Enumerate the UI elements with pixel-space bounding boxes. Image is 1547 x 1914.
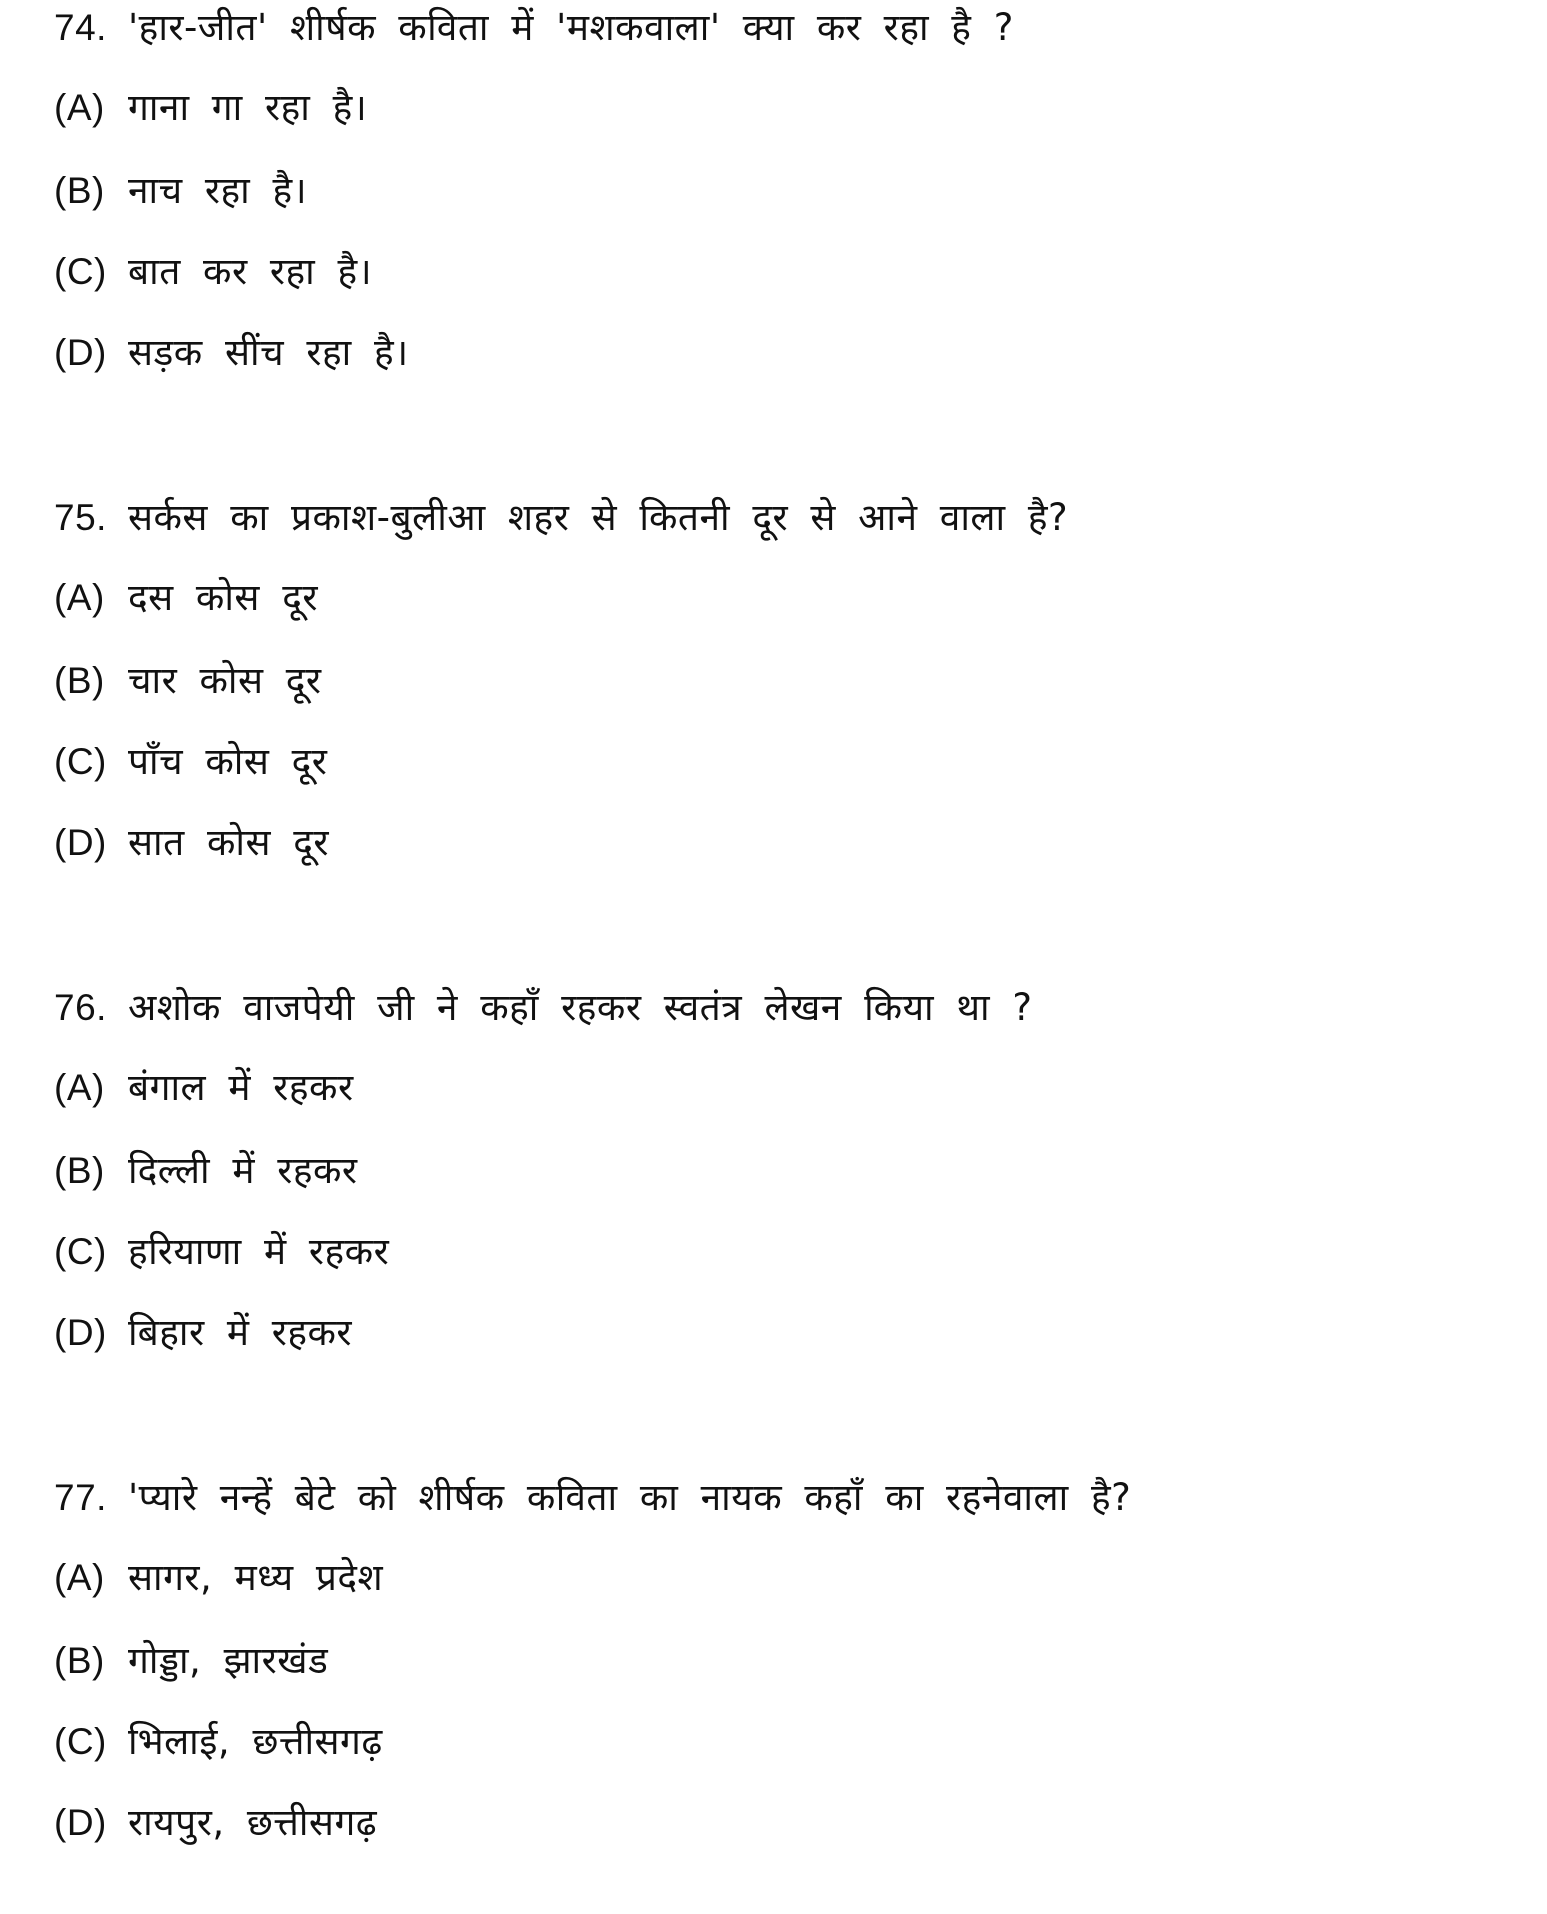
option-a	[54, 1550, 383, 1606]
option-label: (D)	[54, 822, 107, 863]
option-text: सात कोस दूर	[128, 821, 329, 864]
question-stem	[54, 1470, 1131, 1526]
option-a	[54, 570, 318, 626]
option-b	[54, 1143, 358, 1199]
question-text: 'प्यारे नन्हें बेटे को शीर्षक कविता का नायक कहाँ का रहनेवाला है?	[128, 1476, 1132, 1519]
option-text: दिल्ली में रहकर	[128, 1149, 358, 1192]
option-d	[54, 1795, 377, 1851]
option-text: बात कर रहा है।	[128, 250, 373, 293]
option-d	[54, 1305, 352, 1361]
question-number: 76.	[54, 987, 107, 1028]
question-text: सर्कस का प्रकाश-बुलीआ शहर से कितनी दूर से आने वाला है?	[128, 496, 1069, 539]
option-text: बंगाल में रहकर	[128, 1066, 354, 1109]
option-text: बिहार में रहकर	[128, 1311, 353, 1354]
option-label: (C)	[54, 1231, 107, 1272]
option-label: (A)	[54, 577, 105, 618]
option-b	[54, 163, 307, 219]
option-d	[54, 815, 329, 871]
option-a	[54, 1060, 354, 1116]
question-stem	[54, 0, 1014, 56]
option-text: हरियाणा में रहकर	[128, 1230, 390, 1273]
option-text: दस कोस दूर	[128, 576, 318, 619]
option-label: (B)	[54, 660, 105, 701]
option-text: भिलाई, छत्तीसगढ़	[128, 1720, 383, 1763]
option-label: (B)	[54, 170, 105, 211]
question-text: अशोक वाजपेयी जी ने कहाँ रहकर स्वतंत्र लेखन किया था ?	[128, 986, 1033, 1029]
option-text: गाना गा रहा है।	[128, 86, 368, 129]
option-label: (C)	[54, 1721, 107, 1762]
option-d	[54, 325, 409, 381]
option-text: गोड्डा, झारखंड	[128, 1639, 329, 1682]
option-a	[54, 80, 367, 136]
option-label: (D)	[54, 332, 107, 373]
option-c	[54, 1224, 389, 1280]
option-label: (D)	[54, 1312, 107, 1353]
option-label: (A)	[54, 1067, 105, 1108]
option-text: नाच रहा है।	[128, 169, 308, 212]
question-number: 77.	[54, 1477, 107, 1518]
option-label: (B)	[54, 1150, 105, 1191]
option-label: (A)	[54, 87, 105, 128]
question-stem	[54, 490, 1068, 546]
option-label: (C)	[54, 741, 107, 782]
question-number: 74.	[54, 7, 107, 48]
option-c	[54, 1714, 383, 1770]
option-b	[54, 1633, 328, 1689]
option-text: सड़क सींच रहा है।	[128, 331, 409, 374]
question-number: 75.	[54, 497, 107, 538]
option-c	[54, 734, 327, 790]
question-stem	[54, 980, 1033, 1036]
option-label: (A)	[54, 1557, 105, 1598]
option-c	[54, 244, 372, 300]
option-label: (C)	[54, 251, 107, 292]
option-label: (B)	[54, 1640, 105, 1681]
option-text: सागर, मध्य प्रदेश	[128, 1556, 384, 1599]
question-text: 'हार-जीत' शीर्षक कविता में 'मशकवाला' क्या कर रहा है ?	[128, 6, 1014, 49]
option-text: पाँच कोस दूर	[128, 740, 328, 783]
option-b	[54, 653, 322, 709]
option-text: चार कोस दूर	[128, 659, 322, 702]
option-text: रायपुर, छत्तीसगढ़	[128, 1801, 378, 1844]
option-label: (D)	[54, 1802, 107, 1843]
